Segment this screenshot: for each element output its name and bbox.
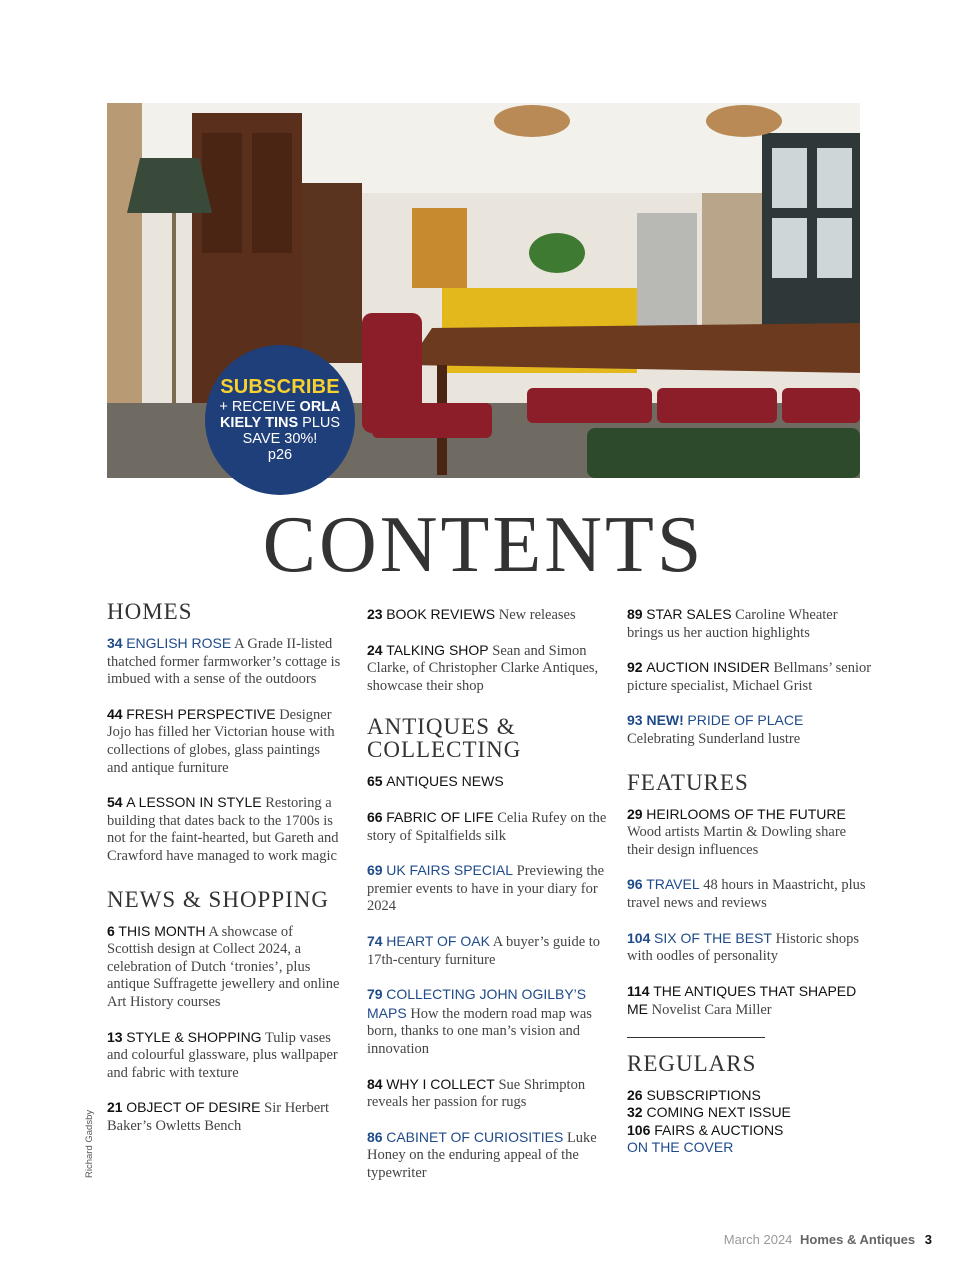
entry-page-number: 106 <box>627 1121 651 1138</box>
entry-page-number: 89 <box>627 606 643 622</box>
contents-entry[interactable] <box>367 642 607 696</box>
entry-page-number: 13 <box>107 1028 123 1045</box>
entry-page-number: 74 <box>367 932 383 949</box>
contents-entry[interactable] <box>627 876 872 912</box>
entry-heading: THIS MONTH <box>118 922 206 939</box>
section-title-features: FEATURES <box>627 769 749 795</box>
contents-entry[interactable] <box>367 1129 607 1183</box>
entry-heading: COMING NEXT ISSUE <box>646 1104 791 1121</box>
entry-description: Previewing the premier events to have in your diary for 2024 <box>367 863 605 915</box>
entry-heading: FABRIC OF LIFE <box>386 808 494 825</box>
contents-entry[interactable] <box>367 933 607 969</box>
entry-description: Novelist Cara Miller <box>651 1002 772 1019</box>
entry-heading: TALKING SHOP <box>386 641 489 658</box>
entry-heading: FAIRS & AUCTIONS <box>654 1121 784 1138</box>
entry-heading: THE ANTIQUES THAT SHAPED ME <box>627 982 857 1018</box>
badge-subscribe-text: SUBSCRIBE <box>220 376 340 399</box>
entry-page-number: 69 <box>367 862 383 879</box>
entry-page-number: 92 <box>627 659 643 676</box>
regulars-item[interactable] <box>627 1122 872 1140</box>
entry-page-number: 34 <box>107 635 123 651</box>
entry-description: Luke Honey on the enduring appeal of the typewriter <box>367 1129 597 1181</box>
entry-description: Restoring a building that dates back to the 1700s is not for the faint-hearted, but Gareth and Crawford have managed to work magic <box>107 795 339 864</box>
section-title-news: NEWS & SHOPPING <box>107 886 330 912</box>
contents-entry[interactable] <box>107 1099 342 1135</box>
entry-page-number: 24 <box>367 641 383 658</box>
badge-line-3: KIELY TINS PLUS <box>219 414 341 431</box>
magazine-name: Homes & Antiques <box>800 1232 916 1247</box>
regulars-item[interactable] <box>627 1104 872 1122</box>
entry-page-number: 79 <box>367 986 383 1003</box>
entry-heading: UK FAIRS SPECIAL <box>386 862 514 879</box>
contents-entry[interactable] <box>627 983 872 1020</box>
contents-column-1 <box>107 600 342 1152</box>
on-the-cover-link[interactable]: ON THE COVER <box>627 1139 734 1156</box>
entry-description: Sir Herbert Baker’s Owletts Bench <box>107 1100 329 1134</box>
entry-heading: STYLE & SHOPPING <box>126 1028 262 1045</box>
section-title-antiques: ANTIQUES & COLLECTING <box>367 714 522 763</box>
entry-heading: WHY I COLLECT <box>386 1075 495 1092</box>
photo-credit: Richard Gadsby <box>84 1109 95 1178</box>
entry-heading: BOOK REVIEWS <box>386 606 496 622</box>
contents-entry[interactable] <box>367 773 607 792</box>
divider <box>627 1037 765 1038</box>
entry-heading: OBJECT OF DESIRE <box>126 1099 261 1116</box>
entry-heading: FRESH PERSPECTIVE <box>126 705 276 722</box>
contents-column-2 <box>367 600 607 1199</box>
entry-heading: A LESSON IN STYLE <box>126 794 262 811</box>
entry-heading: COLLECTING JOHN OGILBY’S MAPS <box>367 986 587 1021</box>
entry-page-number: 93 NEW! <box>627 712 684 729</box>
entry-heading: HEIRLOOMS OF THE FUTURE <box>646 805 846 822</box>
entry-page-number: 32 <box>627 1104 643 1121</box>
entry-page-number: 29 <box>627 805 643 822</box>
contents-entry[interactable] <box>107 923 342 1012</box>
entry-description: Wood artists Martin & Dowling share their design influences <box>627 824 847 858</box>
badge-line-2: + RECEIVE ORLA <box>219 398 341 415</box>
entry-description: Celebrating Sunderland lustre <box>627 730 801 747</box>
entry-description: A showcase of Scottish design at Collect 2024, a celebration of Dutch ‘tronies’, plus antique Suffragette jewellery and online Art History courses <box>107 923 340 1010</box>
entry-heading: ENGLISH ROSE <box>126 635 232 651</box>
entry-heading: PRIDE OF PLACE <box>687 712 804 729</box>
badge-page-ref: p26 <box>267 447 293 464</box>
contents-entry[interactable] <box>367 1076 607 1112</box>
entry-page-number: 6 <box>107 922 115 939</box>
badge-line-4: SAVE 30%! <box>242 431 318 448</box>
contents-entry[interactable] <box>627 712 872 748</box>
contents-entry[interactable] <box>367 862 607 916</box>
contents-entry[interactable] <box>107 794 342 865</box>
entry-page-number: 26 <box>627 1086 643 1103</box>
entry-page-number: 54 <box>107 794 123 811</box>
section-title-regulars: REGULARS <box>627 1050 757 1076</box>
entry-description: Tulip vases and colourful glassware, plus wallpaper and fabric with texture <box>107 1029 338 1081</box>
entry-description: 48 hours in Maastricht, plus travel news and reviews <box>627 877 866 911</box>
entry-description: New releases <box>498 607 576 623</box>
contents-entry[interactable] <box>107 706 342 777</box>
contents-entry[interactable] <box>367 986 607 1058</box>
contents-entry[interactable] <box>107 635 342 689</box>
entry-heading: AUCTION INSIDER <box>646 659 770 676</box>
entry-description: Historic shops with oodles of personality <box>627 930 859 965</box>
entry-page-number: 84 <box>367 1075 383 1092</box>
entry-page-number: 114 <box>627 982 650 999</box>
entry-description: Caroline Wheater brings us her auction highlights <box>627 607 838 641</box>
subscribe-badge[interactable] <box>205 345 355 495</box>
entry-page-number: 44 <box>107 705 123 722</box>
entry-description: Designer Jojo has filled her Victorian house with collections of globes, glass paintings and antique furniture <box>107 706 335 776</box>
contents-column-3 <box>627 600 872 1157</box>
entry-page-number: 23 <box>367 606 383 622</box>
entry-heading: SIX OF THE BEST <box>653 929 772 946</box>
entry-page-number: 21 <box>107 1099 123 1116</box>
entry-heading: HEART OF OAK <box>386 932 490 949</box>
entry-page-number: 65 <box>367 773 383 790</box>
entry-description: Bellmans’ senior picture specialist, Michael Grist <box>627 660 872 694</box>
entry-description: Sean and Simon Clarke, of Christopher Clarke Antiques, showcase their shop <box>367 642 599 694</box>
entry-description: Celia Rufey on the story of Spitalfields silk <box>367 809 607 844</box>
entry-description: Sue Shrimpton reveals her passion for rugs <box>367 1076 586 1111</box>
entry-page-number: 96 <box>627 876 643 893</box>
entry-description: How the modern road map was born, thanks to one man’s vision and innovation <box>367 1005 592 1057</box>
page-number: 3 <box>924 1232 932 1247</box>
contents-entry[interactable] <box>627 930 872 966</box>
contents-entry[interactable] <box>367 809 607 845</box>
entry-page-number: 66 <box>367 808 383 825</box>
entry-description: A buyer’s guide to 17th-century furniture <box>367 933 601 968</box>
entry-page-number: 104 <box>627 929 651 946</box>
page-footer <box>724 1232 932 1247</box>
contents-entry[interactable] <box>627 806 872 860</box>
issue-date: March 2024 <box>723 1232 793 1247</box>
page-title: CONTENTS <box>262 501 705 589</box>
contents-entry[interactable] <box>367 606 607 625</box>
contents-entry[interactable] <box>627 606 872 642</box>
entry-page-number: 86 <box>367 1128 383 1145</box>
entry-heading: STAR SALES <box>646 606 732 622</box>
section-title-homes: HOMES <box>107 599 193 624</box>
entry-description: A Grade II-listed thatched former farmworker’s cottage is imbued with a sense of the outdoors <box>107 636 341 688</box>
entry-heading: TRAVEL <box>646 876 700 893</box>
contents-entry[interactable] <box>627 659 872 695</box>
entry-heading: ANTIQUES NEWS <box>386 773 504 790</box>
entry-heading: SUBSCRIPTIONS <box>646 1086 761 1103</box>
regulars-item[interactable] <box>627 1087 872 1105</box>
contents-entry[interactable] <box>107 1029 342 1083</box>
entry-heading: CABINET OF CURIOSITIES <box>386 1128 564 1145</box>
